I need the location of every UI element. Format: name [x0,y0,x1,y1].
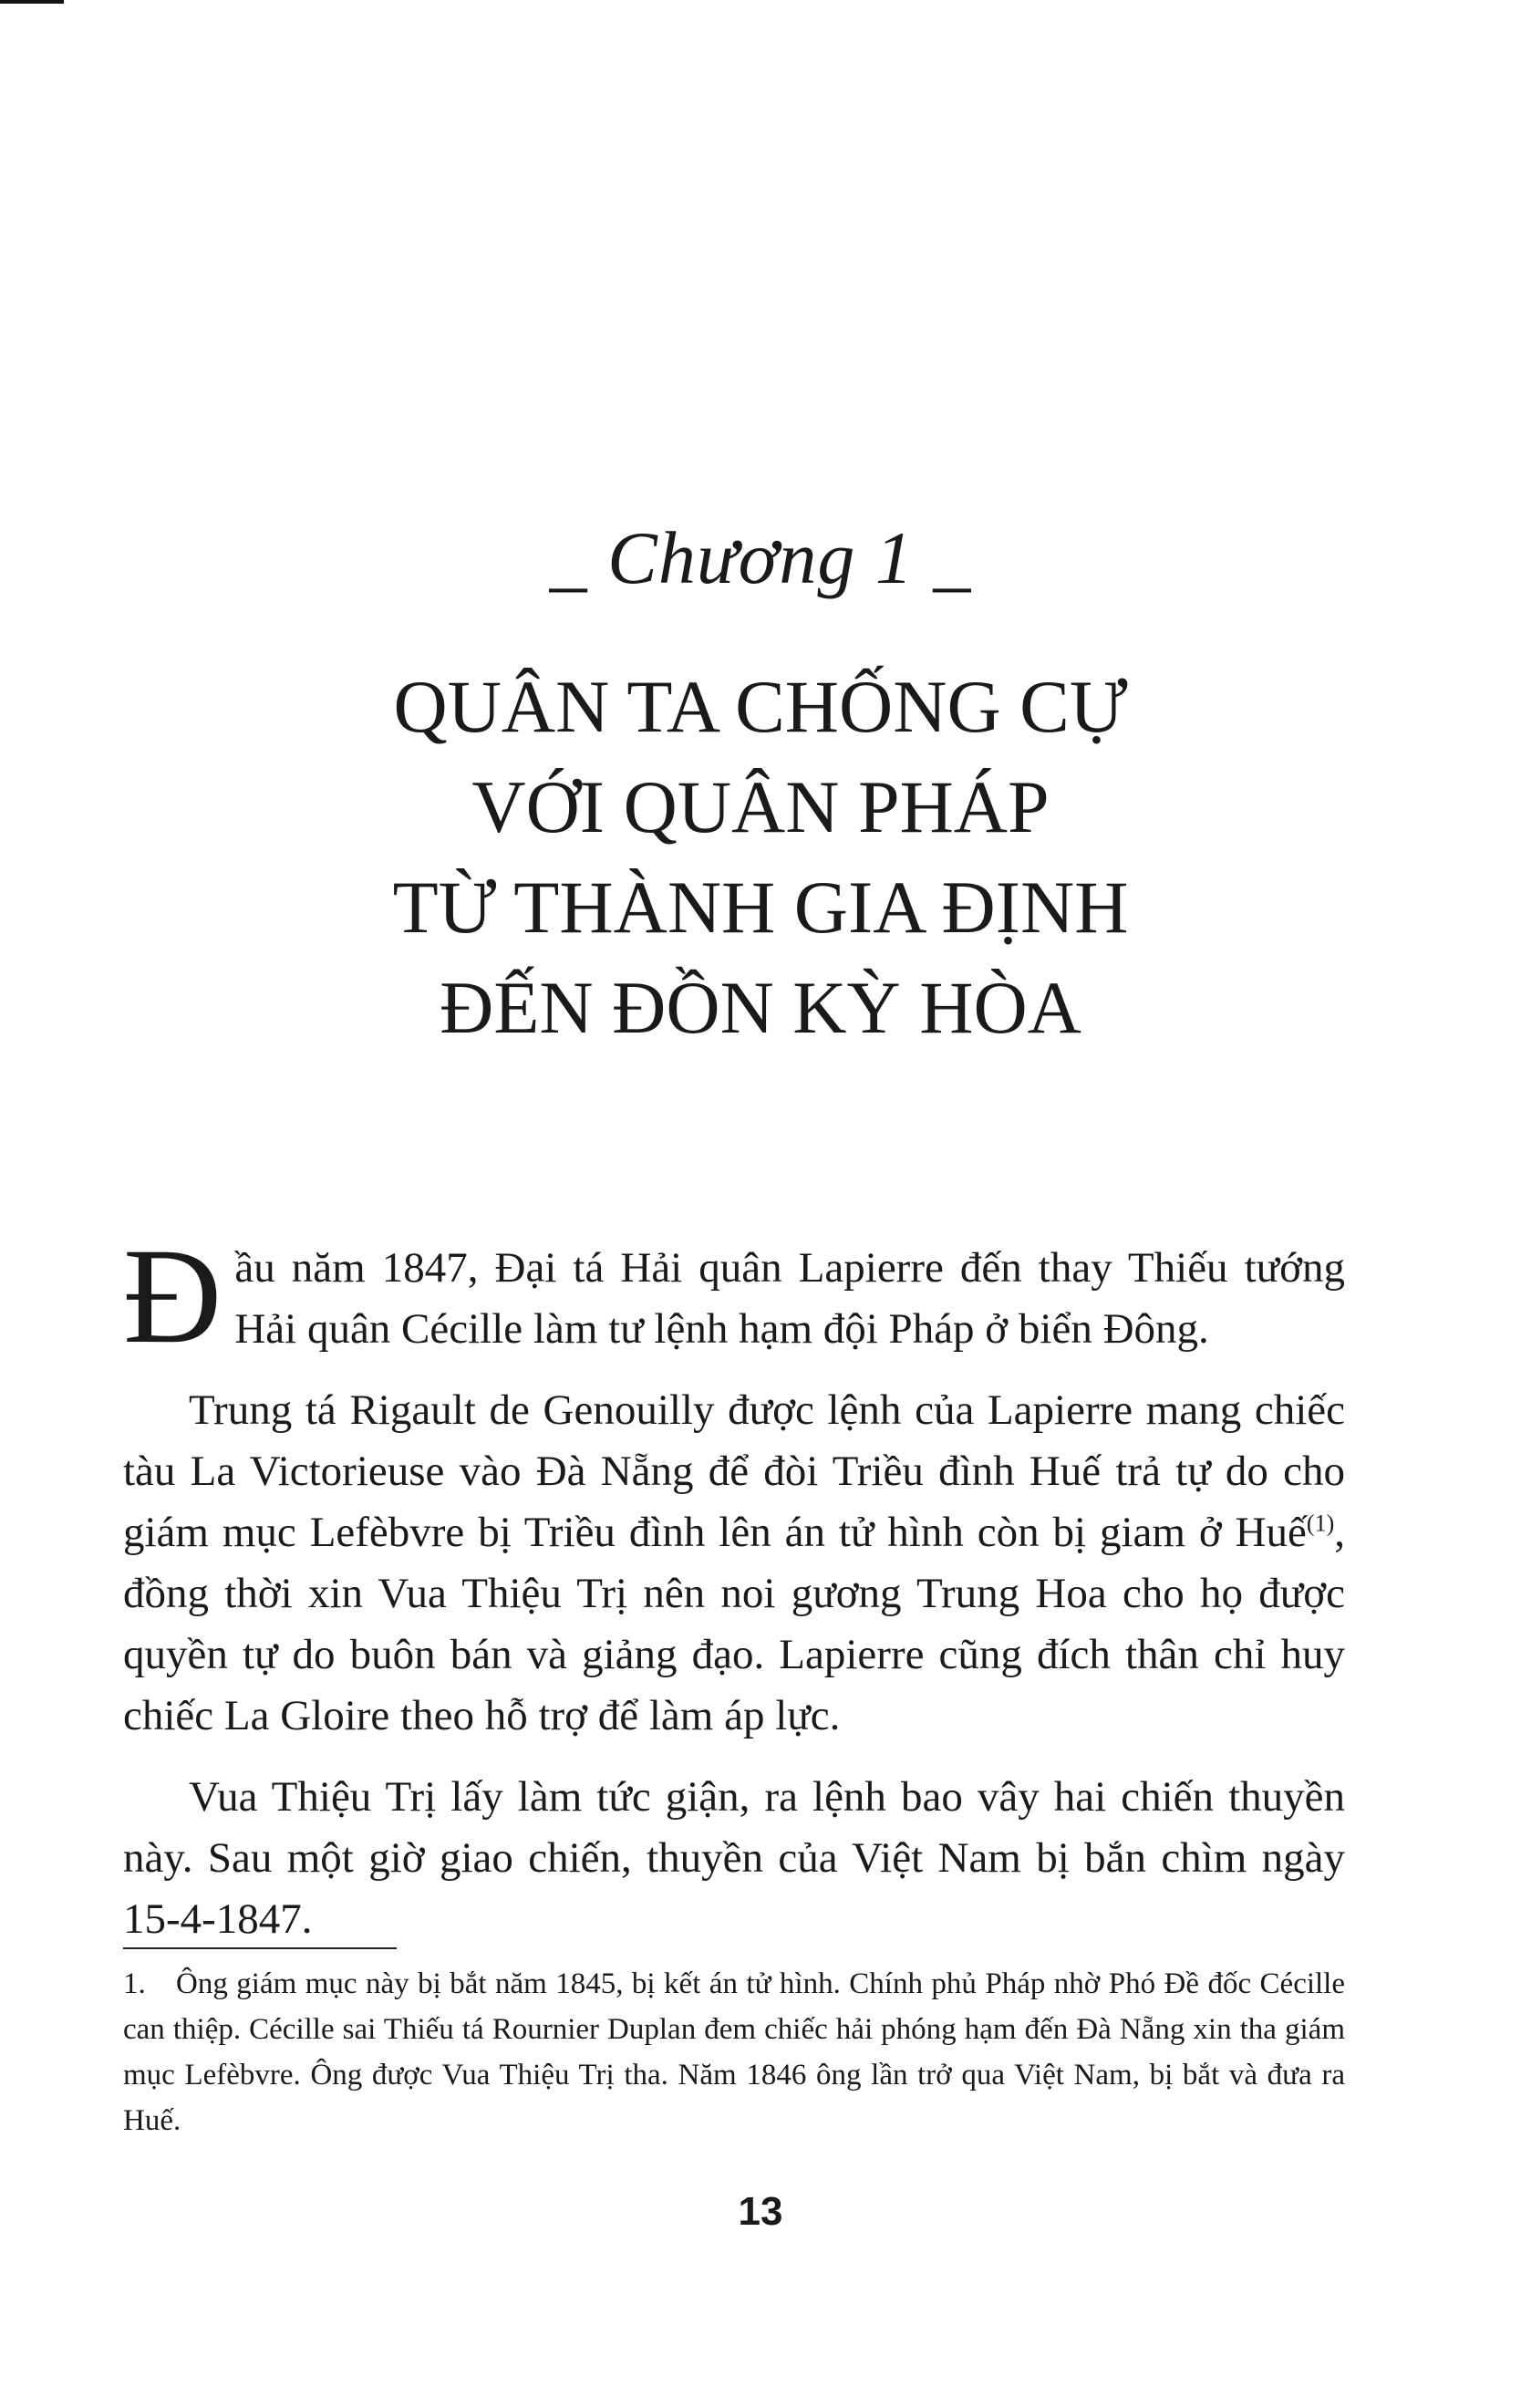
chapter-title-line: TỪ THÀNH GIA ĐỊNH [392,866,1129,949]
footnote-reference[interactable]: (1) [1306,1510,1335,1537]
page-number: 13 [738,2189,783,2234]
chapter-title [182,657,1339,1058]
body-text [123,1195,1345,1970]
scan-corner-mark [0,0,64,4]
paragraph-2-text-b: , đồng thời xin Vua Thiệu Trị nên noi gương Trung Hoa cho họ được quyền tự do buôn bán và giảng đạo. Lapierre cũng đích thân chỉ huy chiếc La Gloire theo hỗ trợ để làm áp lực. [123,1509,1345,1739]
footnote-text: Ông giám mục này bị bắt năm 1845, bị kết án tử hình. Chính phủ Pháp nhờ Phó Đề đốc Cécille can thiệp. Cécille sai Thiếu tá Rournier Duplan đem chiếc hải phóng hạm đến Đà Nẵng xin tha giám mục Lefèbvre. Ông được Vua Thiệu Trị tha. Năm 1846 ông lần trở qua Việt Nam, bị bắt và đưa ra Huế. [123,1967,1345,2137]
chapter-title-line: QUÂN TA CHỐNG CỰ [393,665,1128,748]
paragraph-3: Vua Thiệu Trị lấy làm tức giận, ra lệnh bao vây hai chiến thuyền này. Sau một giờ giao chiến, thuyền của Việt Nam bị bắn chìm ngày 15-4-1847. [123,1773,1345,1943]
drop-cap: Đ [123,1220,222,1372]
footnote-number: 1. [123,1967,146,2000]
paragraph-2-text-a: Trung tá Rigault de Genouilly được lệnh của Lapierre mang chiếc tàu La Victorieuse vào Đà Nẵng để đòi Triều đình Huế trả tự do cho giám mục Lefèbvre bị Triều đình lên án tử hình còn bị giam ở Huế [123,1386,1345,1556]
paragraph-1-text: ầu năm 1847, Đại tá Hải quân Lapierre đến thay Thiếu tướng Hải quân Cécille làm tư lệnh hạm đội Pháp ở biển Đông. [234,1244,1345,1353]
chapter-label: _ Chương 1 _ [549,516,972,599]
chapter-title-line: ĐẾN ĐỒN KỲ HÒA [440,966,1081,1049]
footnote [123,1961,1345,2143]
chapter-title-line: VỚI QUÂN PHÁP [471,765,1050,848]
footnote-divider [123,1947,397,1949]
paragraph-2 [123,1380,1345,1747]
paragraph-1 [123,1220,1345,1372]
